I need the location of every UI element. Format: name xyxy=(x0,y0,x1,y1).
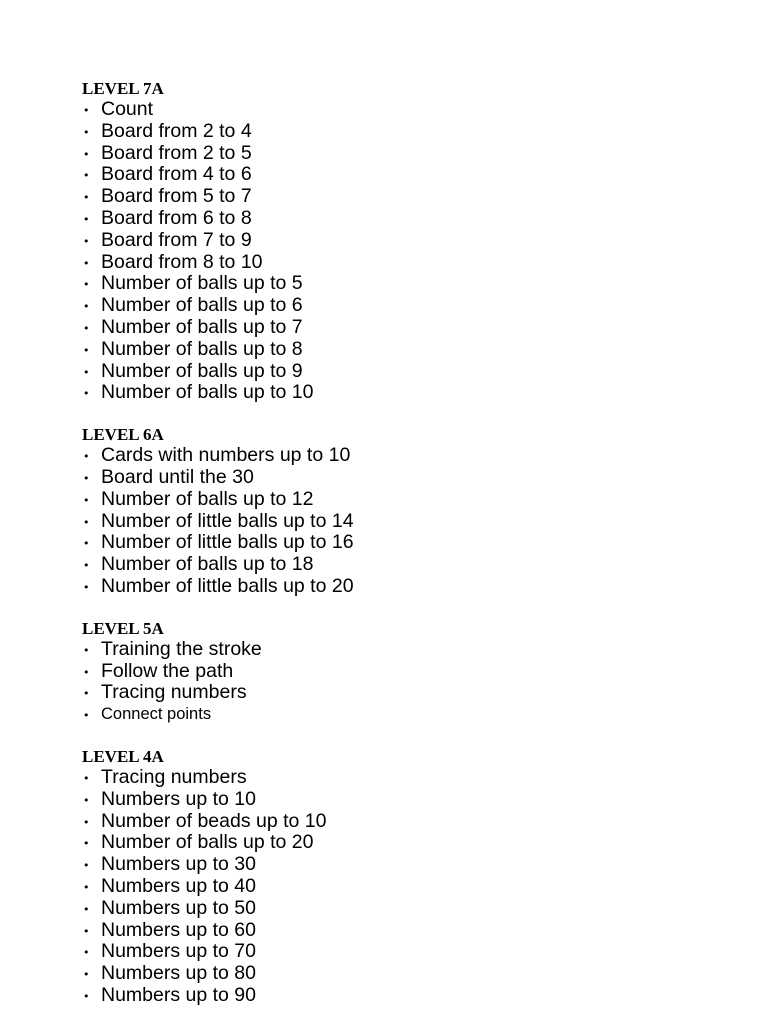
list-item xyxy=(82,511,742,533)
list-item-label: Number of little balls up to 16 xyxy=(101,531,354,554)
bullet-icon: • xyxy=(83,300,90,314)
bullet-icon: • xyxy=(83,665,90,679)
item-list xyxy=(82,767,742,1007)
bullet-icon: • xyxy=(83,278,90,292)
bullet-icon: • xyxy=(83,880,90,894)
list-item-label: Number of balls up to 12 xyxy=(101,487,314,510)
bullet-icon: • xyxy=(83,989,90,1003)
bullet-icon: • xyxy=(83,191,90,205)
list-item xyxy=(82,186,742,208)
list-item xyxy=(82,295,742,317)
bullet-icon: • xyxy=(83,837,90,851)
list-item-label: Training the stroke xyxy=(101,637,262,660)
list-item xyxy=(82,876,742,898)
bullet-icon: • xyxy=(83,471,90,485)
list-item xyxy=(82,208,742,230)
section-title: LEVEL 6A xyxy=(82,425,164,445)
list-item xyxy=(82,704,742,726)
document-page xyxy=(82,77,742,1026)
section-title: LEVEL 7A xyxy=(82,79,164,98)
bullet-icon: • xyxy=(83,815,90,829)
list-item xyxy=(82,789,742,811)
list-item xyxy=(82,920,742,942)
bullet-icon: • xyxy=(83,343,90,357)
list-item-label: Board from 5 to 7 xyxy=(101,185,252,208)
list-item-label: Board until the 30 xyxy=(101,465,254,488)
bullet-icon: • xyxy=(83,687,90,701)
list-item-label: Number of balls up to 9 xyxy=(101,359,303,382)
list-item xyxy=(82,121,742,143)
list-item-label: Number of balls up to 20 xyxy=(101,831,314,854)
list-item xyxy=(82,898,742,920)
bullet-icon: • xyxy=(83,968,90,982)
list-item xyxy=(82,576,742,598)
list-item xyxy=(82,99,742,121)
bullet-icon: • xyxy=(83,450,90,464)
list-item xyxy=(82,489,742,511)
list-item-label: Number of balls up to 8 xyxy=(101,337,303,360)
list-item xyxy=(82,164,742,186)
list-item xyxy=(82,317,742,339)
list-item-label: Board from 7 to 9 xyxy=(101,228,252,251)
list-item xyxy=(82,361,742,383)
bullet-icon: • xyxy=(83,169,90,183)
section-title: LEVEL 5A xyxy=(82,618,164,638)
list-item-label: Number of balls up to 7 xyxy=(101,315,303,338)
list-item xyxy=(82,767,742,789)
list-item-label: Number of balls up to 6 xyxy=(101,294,303,317)
list-item xyxy=(82,661,742,683)
bullet-icon: • xyxy=(83,793,90,807)
bullet-icon: • xyxy=(83,580,90,594)
bullet-icon: • xyxy=(83,125,90,139)
list-item xyxy=(82,554,742,576)
list-item-label: Numbers up to 30 xyxy=(101,853,257,876)
bullet-icon: • xyxy=(83,643,90,657)
list-item-label: Number of beads up to 10 xyxy=(101,809,327,832)
list-item-label: Tracing numbers xyxy=(101,681,247,704)
bullet-icon: • xyxy=(83,924,90,938)
list-item xyxy=(82,252,742,274)
section-title: LEVEL 4A xyxy=(82,746,164,766)
list-item-label: Numbers up to 50 xyxy=(101,896,257,919)
list-item-label: Number of balls up to 10 xyxy=(101,381,314,404)
list-item xyxy=(82,941,742,963)
list-item xyxy=(82,682,742,704)
item-list xyxy=(82,639,742,726)
bullet-icon: • xyxy=(83,493,90,507)
list-item-label: Board from 2 to 4 xyxy=(101,119,252,142)
section-level-7a xyxy=(82,77,742,404)
bullet-icon: • xyxy=(83,515,90,529)
section-level-5a xyxy=(82,617,742,726)
item-list xyxy=(82,99,742,404)
bullet-icon: • xyxy=(83,559,90,573)
section-level-4a xyxy=(82,745,742,1007)
bullet-icon: • xyxy=(83,234,90,248)
list-item xyxy=(82,382,742,404)
list-item xyxy=(82,143,742,165)
list-item-label: Connect points xyxy=(101,705,212,724)
list-item xyxy=(82,985,742,1007)
bullet-icon: • xyxy=(83,946,90,960)
list-item-label: Tracing numbers xyxy=(101,765,247,788)
bullet-icon: • xyxy=(83,859,90,873)
list-item-label: Numbers up to 80 xyxy=(101,962,257,985)
bullet-icon: • xyxy=(83,902,90,916)
list-item-label: Board from 2 to 5 xyxy=(101,141,252,164)
list-item-label: Board from 8 to 10 xyxy=(101,250,263,273)
bullet-icon: • xyxy=(83,537,90,551)
list-item-label: Numbers up to 90 xyxy=(101,983,257,1006)
list-item-label: Number of little balls up to 20 xyxy=(101,574,354,597)
list-item-label: Numbers up to 10 xyxy=(101,787,257,810)
bullet-icon: • xyxy=(83,771,90,785)
bullet-icon: • xyxy=(83,147,90,161)
bullet-icon: • xyxy=(83,212,90,226)
list-item xyxy=(82,639,742,661)
bullet-icon: • xyxy=(83,365,90,379)
bullet-icon: • xyxy=(83,321,90,335)
list-item-label: Number of balls up to 18 xyxy=(101,553,314,576)
list-item-label: Numbers up to 40 xyxy=(101,874,257,897)
list-item-label: Cards with numbers up to 10 xyxy=(101,444,351,467)
list-item-label: Numbers up to 60 xyxy=(101,918,257,941)
list-item xyxy=(82,832,742,854)
list-item xyxy=(82,230,742,252)
list-item xyxy=(82,963,742,985)
list-item xyxy=(82,467,742,489)
bullet-icon: • xyxy=(83,387,90,401)
list-item xyxy=(82,445,742,467)
list-item-label: Follow the path xyxy=(101,659,234,682)
bullet-icon: • xyxy=(83,709,90,723)
list-item-label: Board from 6 to 8 xyxy=(101,206,252,229)
list-item-label: Count xyxy=(101,98,154,120)
list-item xyxy=(82,811,742,833)
list-item-label: Number of little balls up to 14 xyxy=(101,509,354,532)
item-list xyxy=(82,445,742,598)
list-item xyxy=(82,854,742,876)
bullet-icon: • xyxy=(83,104,90,117)
bullet-icon: • xyxy=(83,256,90,270)
list-item xyxy=(82,532,742,554)
list-item xyxy=(82,273,742,295)
list-item-label: Board from 4 to 6 xyxy=(101,163,252,186)
list-item xyxy=(82,339,742,361)
section-level-6a xyxy=(82,423,742,598)
list-item-label: Number of balls up to 5 xyxy=(101,272,303,295)
list-item-label: Numbers up to 70 xyxy=(101,940,257,963)
